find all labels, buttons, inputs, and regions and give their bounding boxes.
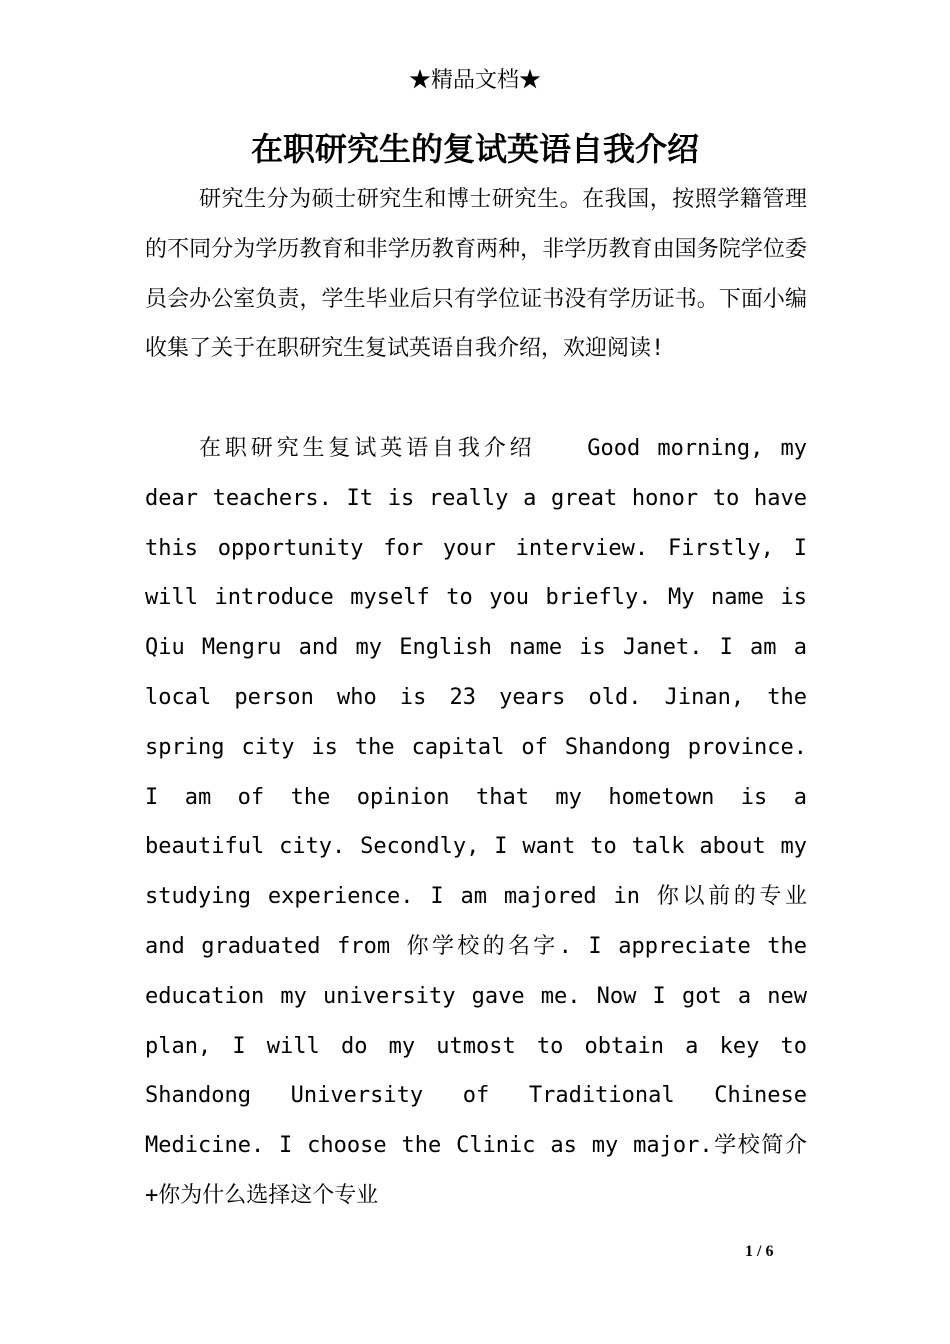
paragraph-intro: 研究生分为硕士研究生和博士研究生。在我国，按照学籍管理的不同分为学历教育和非学历教育两种，非学历教育由国务院学位委员会办公室负责，学生毕业后只有学位证书没有学历证书。下面小编收集了关于在职研究生复试英语自我介绍，欢迎阅读!	[145, 187, 807, 362]
page-number: 1 / 6	[745, 1243, 774, 1260]
document-title: 在职研究生的复试英语自我介绍	[250, 130, 699, 168]
header-mark: ★精品文档★	[408, 68, 541, 93]
paragraph-self-introduction: 在职研究生复试英语自我介绍 Good morning, my dear teachers. It is really a great honor to have this opportunity for your interview. Firstly, I will introduce myself to you briefly. My name is Qiu Mengru and my English name is Janet. I am a local person who is 23 years old. Jinan, the spring city is the capital of Shandong province. I am of the opinion that my hometown is a beautiful city. Secondly, I want to talk about my studying experience. I am majored in 你以前的专业 and graduated from 你学校的名字. I appreciate the education my university gave me. Now I got a new plan, I will do my utmost to obtain a key to Shandong University of Traditional Chinese Medicine. I choose the Clinic as my major.学校简介+你为什么选择这个专业	[145, 436, 807, 1208]
